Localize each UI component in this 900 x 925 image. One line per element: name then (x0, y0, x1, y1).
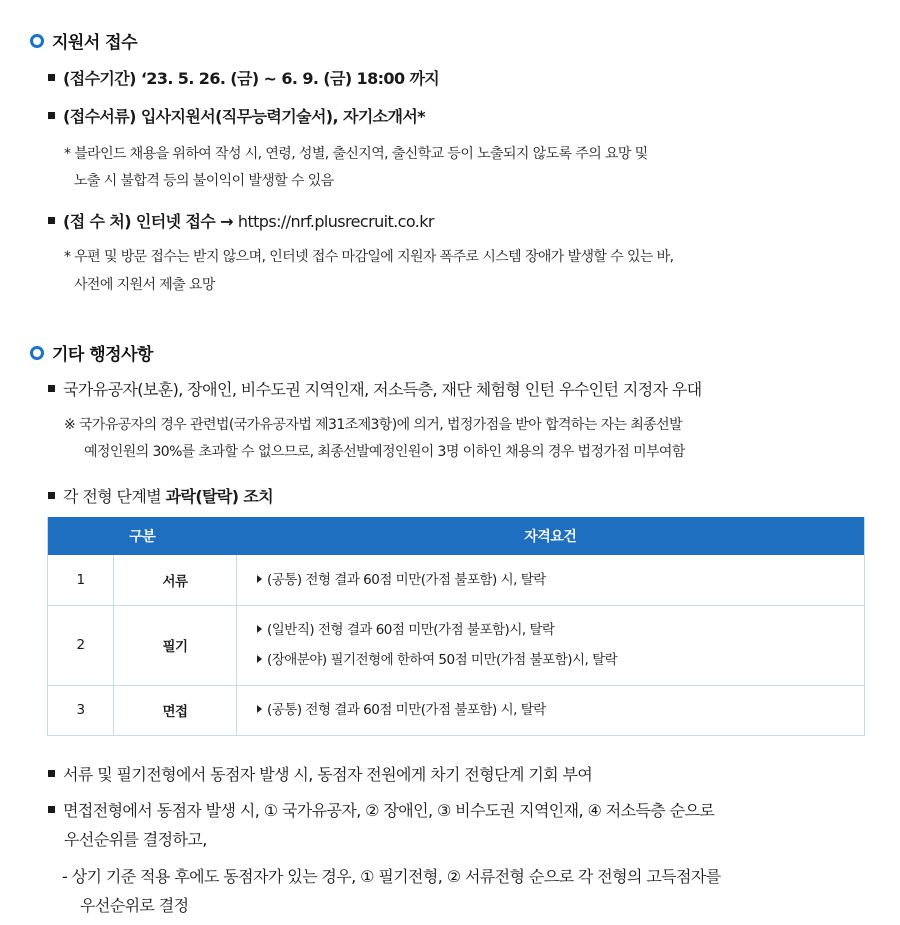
section-title: 지원서 접수 (52, 33, 138, 53)
place-note-line-1: * 우편 및 방문 접수는 받지 않으며, 인터넷 접수 마감일에 지원자 폭주로 시스템 장애가 발생할 수 있는 바, (64, 249, 674, 265)
documents-note-line-1: * 블라인드 채용을 위하여 작성 시, 연령, 성별, 출신지역, 출신학교 등이 노출되지 않도록 주의 요망 및 (64, 146, 648, 162)
preference-note-line-1: ※ 국가유공자의 경우 관련법(국가유공자법 제31조제3항)에 의거, 법정가점을 받아 합격하는 자는 최종선발 (64, 417, 683, 433)
place-note-line-2: 사전에 지원서 제출 요망 (74, 277, 215, 293)
application-period: (접수기간) ‘23. 5. 26. (금) ~ 6. 9. (금) 18:00 까지 (48, 66, 439, 89)
tie-rule-interview-line-1: 면접전형에서 동점자 발생 시, ① 국가유공자, ② 장애인, ③ 비수도권 지역인재, ④ 저소득층 순으로 (48, 798, 714, 821)
row-stage: 필기 (114, 605, 237, 685)
row-number: 2 (48, 605, 114, 685)
table-row (48, 685, 865, 735)
application-place: (접 수 처) 인터넷 접수 → https://nrf.plusrecruit.co.kr (48, 209, 434, 232)
triangle-bullet-icon (257, 575, 262, 583)
square-bullet-icon (48, 806, 55, 813)
preference-note-line-2: 예정인원의 30%를 초과할 수 없으므로, 최종선발예정인원이 3명 이하인 채용의 경우 법정가점 미부여함 (84, 444, 685, 460)
row-stage: 서류 (114, 555, 237, 605)
documents-note-line-2: 노출 시 불합격 등의 불이익이 발생할 수 있음 (74, 173, 334, 189)
square-bullet-icon (48, 74, 55, 81)
triangle-bullet-icon (257, 655, 262, 663)
header-requirement: 자격요건 (237, 517, 865, 555)
application-documents: (접수서류) 입사지원서(직무능력기술서), 자기소개서* (48, 104, 425, 127)
table-row (48, 555, 865, 605)
square-bullet-icon (48, 385, 55, 392)
section-heading-admin (30, 340, 153, 365)
triangle-bullet-icon (257, 705, 262, 713)
triangle-bullet-icon (257, 625, 262, 633)
row-requirement: (일반직) 전형 결과 60점 미만(가점 불포함)시, 탈락 (장애분야) 필기전형에 한하여 50점 미만(가점 불포함)시, 탈락 (237, 605, 865, 685)
row-requirement: (공통) 전형 결과 60점 미만(가점 불포함) 시, 탈락 (237, 555, 865, 605)
row-requirement: (공통) 전형 결과 60점 미만(가점 불포함) 시, 탈락 (237, 685, 865, 735)
tie-note-line-1: - 상기 기준 적용 후에도 동점자가 있는 경우, ① 필기전형, ② 서류전형 순으로 각 전형의 고득점자를 (62, 867, 721, 886)
square-bullet-icon (48, 492, 55, 499)
section-title: 기타 행정사항 (52, 345, 153, 365)
circle-bullet-icon (30, 34, 44, 48)
section-heading-application (30, 28, 137, 53)
cutoff-table (47, 517, 865, 736)
row-number: 1 (48, 555, 114, 605)
row-number: 3 (48, 685, 114, 735)
circle-bullet-icon (30, 346, 44, 360)
square-bullet-icon (48, 217, 55, 224)
cutoff-heading: 각 전형 단계별 과락(탈락) 조치 (48, 484, 273, 507)
square-bullet-icon (48, 112, 55, 119)
square-bullet-icon (48, 770, 55, 777)
application-url-link[interactable]: https://nrf.plusrecruit.co.kr (237, 212, 434, 231)
tie-rule-interview-line-2: 우선순위를 결정하고, (64, 830, 207, 849)
header-category: 구분 (48, 517, 237, 555)
table-row (48, 605, 865, 685)
preference-item: 국가유공자(보훈), 장애인, 비수도권 지역인재, 저소득층, 재단 체험형 인턴 우수인턴 지정자 우대 (48, 377, 702, 400)
row-stage: 면접 (114, 685, 237, 735)
tie-rule-documents: 서류 및 필기전형에서 동점자 발생 시, 동점자 전원에게 차기 전형단계 기회 부여 (48, 762, 592, 785)
tie-note-line-2: 우선순위로 결정 (80, 896, 189, 915)
